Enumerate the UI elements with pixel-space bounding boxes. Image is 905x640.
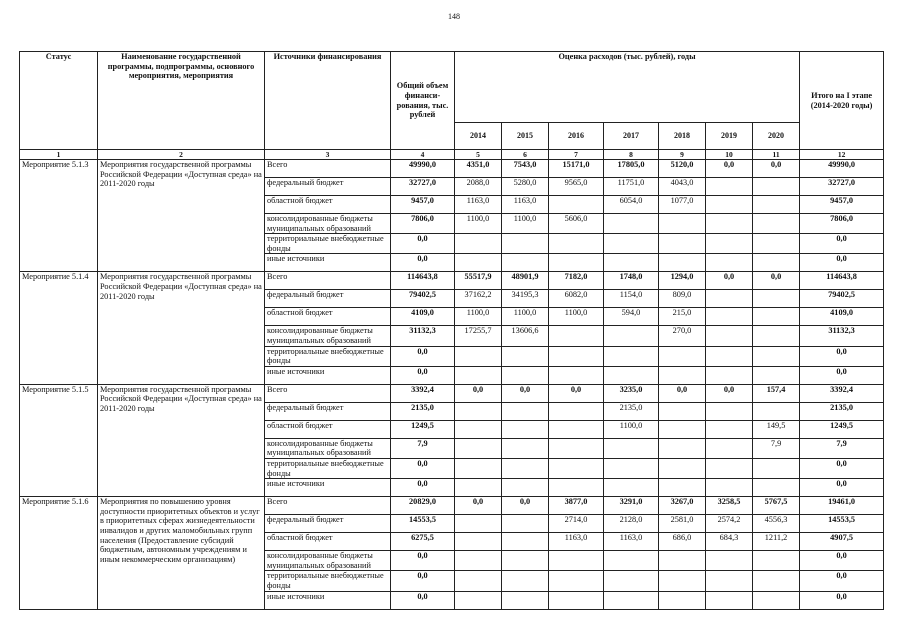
cell-itogo: 0,0 [800, 254, 884, 272]
cell-y2016 [549, 420, 604, 438]
cell-y2014 [455, 571, 502, 591]
cell-itogo: 3392,4 [800, 384, 884, 402]
cell-itogo: 4109,0 [800, 308, 884, 326]
cell-itogo: 0,0 [800, 571, 884, 591]
cell-y2019 [706, 308, 753, 326]
cell-y2016: 9565,0 [549, 178, 604, 196]
cell-y2020 [753, 196, 800, 214]
cell-itogo: 31132,3 [800, 326, 884, 346]
cell-y2016 [549, 326, 604, 346]
cell-total: 49990,0 [391, 160, 455, 178]
cell-y2016 [549, 591, 604, 609]
cell-y2017 [604, 254, 659, 272]
cell-y2018 [659, 366, 706, 384]
cell-y2017 [604, 214, 659, 234]
cell-y2015 [502, 366, 549, 384]
cell-total: 79402,5 [391, 290, 455, 308]
funding-source: федеральный бюджет [265, 290, 391, 308]
header-source: Источники финансирования [265, 52, 391, 150]
cell-y2020: 7,9 [753, 438, 800, 458]
cell-y2019: 3258,5 [706, 497, 753, 515]
cell-y2018 [659, 402, 706, 420]
cell-y2016: 6082,0 [549, 290, 604, 308]
cell-y2016 [549, 571, 604, 591]
funding-source: территориальные внебюджетные фонды [265, 234, 391, 254]
cell-y2014 [455, 402, 502, 420]
cell-y2020 [753, 326, 800, 346]
cell-y2016: 2714,0 [549, 515, 604, 533]
cell-y2014: 1163,0 [455, 196, 502, 214]
funding-source: областной бюджет [265, 308, 391, 326]
funding-source: территориальные внебюджетные фонды [265, 458, 391, 478]
cell-y2019 [706, 214, 753, 234]
cell-y2020 [753, 402, 800, 420]
cell-total: 0,0 [391, 254, 455, 272]
cell-y2016: 15171,0 [549, 160, 604, 178]
cell-y2014 [455, 591, 502, 609]
cell-y2018: 686,0 [659, 533, 706, 551]
cell-y2019 [706, 178, 753, 196]
cell-y2015 [502, 402, 549, 420]
column-number-cell: 4 [391, 150, 455, 160]
column-number-cell: 6 [502, 150, 549, 160]
cell-y2017: 2128,0 [604, 515, 659, 533]
funding-source: иные источники [265, 479, 391, 497]
header-year-2014: 2014 [455, 123, 502, 150]
cell-y2015: 48901,9 [502, 272, 549, 290]
cell-y2019 [706, 290, 753, 308]
cell-y2018 [659, 571, 706, 591]
cell-total: 3392,4 [391, 384, 455, 402]
funding-source: территориальные внебюджетные фонды [265, 571, 391, 591]
cell-y2020 [753, 214, 800, 234]
cell-y2015 [502, 515, 549, 533]
cell-y2020: 1211,2 [753, 533, 800, 551]
activity-status: Мероприятие 5.1.4 [20, 272, 98, 384]
cell-itogo: 0,0 [800, 591, 884, 609]
cell-y2017: 594,0 [604, 308, 659, 326]
cell-y2014: 2088,0 [455, 178, 502, 196]
cell-y2014: 37162,2 [455, 290, 502, 308]
cell-y2015 [502, 533, 549, 551]
cell-y2019 [706, 438, 753, 458]
cell-y2014: 4351,0 [455, 160, 502, 178]
cell-itogo: 14553,5 [800, 515, 884, 533]
cell-y2014 [455, 366, 502, 384]
cell-total: 7806,0 [391, 214, 455, 234]
funding-source: Всего [265, 160, 391, 178]
cell-y2017: 11751,0 [604, 178, 659, 196]
cell-y2020: 5767,5 [753, 497, 800, 515]
column-number-cell: 11 [753, 150, 800, 160]
cell-y2015 [502, 479, 549, 497]
header-total: Общий объем финанси-рования, тыс. рублей [391, 52, 455, 150]
cell-y2018: 4043,0 [659, 178, 706, 196]
header-year-2020: 2020 [753, 123, 800, 150]
cell-y2020 [753, 178, 800, 196]
cell-y2017: 6054,0 [604, 196, 659, 214]
cell-total: 6275,5 [391, 533, 455, 551]
cell-total: 32727,0 [391, 178, 455, 196]
cell-y2016: 5606,0 [549, 214, 604, 234]
cell-y2015 [502, 346, 549, 366]
cell-y2015 [502, 551, 549, 571]
header-status: Статус [20, 52, 98, 150]
cell-total: 4109,0 [391, 308, 455, 326]
cell-y2020 [753, 551, 800, 571]
funding-source: федеральный бюджет [265, 402, 391, 420]
cell-y2016 [549, 196, 604, 214]
column-number-cell: 9 [659, 150, 706, 160]
cell-y2014 [455, 234, 502, 254]
cell-y2015 [502, 458, 549, 478]
cell-itogo: 0,0 [800, 234, 884, 254]
cell-y2020: 0,0 [753, 160, 800, 178]
table-row [20, 384, 884, 402]
cell-y2020 [753, 234, 800, 254]
cell-y2019 [706, 254, 753, 272]
column-numbers-row [20, 150, 884, 160]
cell-y2017 [604, 326, 659, 346]
cell-y2015 [502, 438, 549, 458]
cell-y2015 [502, 254, 549, 272]
cell-total: 114643,8 [391, 272, 455, 290]
cell-y2018 [659, 254, 706, 272]
cell-y2016 [549, 402, 604, 420]
column-number-cell: 7 [549, 150, 604, 160]
cell-y2018 [659, 214, 706, 234]
cell-y2015 [502, 591, 549, 609]
cell-y2017 [604, 571, 659, 591]
cell-y2017 [604, 458, 659, 478]
cell-y2019 [706, 591, 753, 609]
header-year-2015: 2015 [502, 123, 549, 150]
activity-name: Мероприятия государственной программы Российской Федерации «Доступная среда» на 2011-2020 годы [98, 272, 265, 384]
cell-itogo: 1249,5 [800, 420, 884, 438]
budget-table [19, 51, 884, 610]
cell-y2019: 0,0 [706, 160, 753, 178]
cell-y2016 [549, 366, 604, 384]
cell-total: 0,0 [391, 479, 455, 497]
cell-y2019: 0,0 [706, 384, 753, 402]
cell-y2016: 0,0 [549, 384, 604, 402]
cell-y2020: 0,0 [753, 272, 800, 290]
cell-total: 0,0 [391, 366, 455, 384]
page-number: 148 [448, 12, 460, 21]
cell-y2014 [455, 515, 502, 533]
cell-y2016: 3877,0 [549, 497, 604, 515]
cell-y2018 [659, 420, 706, 438]
cell-y2015: 0,0 [502, 497, 549, 515]
cell-y2015: 7543,0 [502, 160, 549, 178]
cell-y2018: 5120,0 [659, 160, 706, 178]
cell-y2014 [455, 479, 502, 497]
cell-y2014: 0,0 [455, 384, 502, 402]
cell-y2014: 17255,7 [455, 326, 502, 346]
cell-y2015 [502, 234, 549, 254]
cell-y2018 [659, 458, 706, 478]
cell-total: 0,0 [391, 591, 455, 609]
cell-y2018: 270,0 [659, 326, 706, 346]
cell-y2018: 0,0 [659, 384, 706, 402]
cell-y2018: 1077,0 [659, 196, 706, 214]
column-number-cell: 2 [98, 150, 265, 160]
cell-total: 0,0 [391, 234, 455, 254]
cell-y2019 [706, 234, 753, 254]
cell-y2020 [753, 591, 800, 609]
cell-y2014 [455, 346, 502, 366]
activity-status: Мероприятие 5.1.6 [20, 497, 98, 609]
funding-source: иные источники [265, 254, 391, 272]
cell-y2016: 7182,0 [549, 272, 604, 290]
header-name: Наименование государственной программы, подпрограммы, основного мероприятия, мероприятия [98, 52, 265, 150]
cell-y2020 [753, 254, 800, 272]
funding-source: консолидированные бюджеты муниципальных образований [265, 438, 391, 458]
cell-itogo: 0,0 [800, 458, 884, 478]
cell-y2018 [659, 551, 706, 571]
cell-y2014: 55517,9 [455, 272, 502, 290]
cell-total: 0,0 [391, 458, 455, 478]
activity-name: Мероприятия государственной программы Российской Федерации «Доступная среда» на 2011-2020 годы [98, 384, 265, 496]
cell-y2020: 149,5 [753, 420, 800, 438]
cell-y2020 [753, 458, 800, 478]
cell-y2016 [549, 458, 604, 478]
table-row [20, 497, 884, 515]
cell-y2016 [549, 234, 604, 254]
funding-source: консолидированные бюджеты муниципальных образований [265, 214, 391, 234]
cell-total: 0,0 [391, 551, 455, 571]
funding-source: Всего [265, 272, 391, 290]
cell-total: 7,9 [391, 438, 455, 458]
cell-y2014: 0,0 [455, 497, 502, 515]
table-row [20, 272, 884, 290]
cell-y2014 [455, 533, 502, 551]
cell-y2018: 809,0 [659, 290, 706, 308]
cell-y2016 [549, 254, 604, 272]
cell-y2017 [604, 551, 659, 571]
cell-y2017 [604, 479, 659, 497]
cell-y2018: 3267,0 [659, 497, 706, 515]
cell-y2016 [549, 346, 604, 366]
cell-total: 31132,3 [391, 326, 455, 346]
cell-y2015 [502, 571, 549, 591]
cell-y2020: 157,4 [753, 384, 800, 402]
cell-y2019 [706, 420, 753, 438]
cell-itogo: 2135,0 [800, 402, 884, 420]
cell-y2017: 1100,0 [604, 420, 659, 438]
table-header [20, 52, 884, 160]
cell-y2019: 0,0 [706, 272, 753, 290]
activity-status: Мероприятие 5.1.3 [20, 160, 98, 272]
cell-y2015 [502, 420, 549, 438]
cell-total: 9457,0 [391, 196, 455, 214]
cell-y2017: 17805,0 [604, 160, 659, 178]
cell-y2017: 3291,0 [604, 497, 659, 515]
cell-y2019 [706, 326, 753, 346]
activity-name: Мероприятия государственной программы Российской Федерации «Доступная среда» на 2011-2020 годы [98, 160, 265, 272]
cell-y2014 [455, 551, 502, 571]
cell-y2014: 1100,0 [455, 214, 502, 234]
cell-itogo: 79402,5 [800, 290, 884, 308]
column-number-cell: 5 [455, 150, 502, 160]
cell-y2020 [753, 366, 800, 384]
cell-y2019: 2574,2 [706, 515, 753, 533]
funding-source: областной бюджет [265, 196, 391, 214]
header-estimate: Оценка расходов (тыс. рублей), годы [455, 52, 800, 123]
cell-y2017 [604, 438, 659, 458]
cell-y2014: 1100,0 [455, 308, 502, 326]
cell-y2019 [706, 366, 753, 384]
cell-itogo: 19461,0 [800, 497, 884, 515]
funding-source: областной бюджет [265, 533, 391, 551]
cell-y2015: 5280,0 [502, 178, 549, 196]
header-year-2019: 2019 [706, 123, 753, 150]
cell-itogo: 0,0 [800, 346, 884, 366]
cell-y2020 [753, 346, 800, 366]
cell-total: 20829,0 [391, 497, 455, 515]
cell-total: 1249,5 [391, 420, 455, 438]
cell-y2017 [604, 346, 659, 366]
column-number-cell: 1 [20, 150, 98, 160]
funding-source: иные источники [265, 591, 391, 609]
cell-y2020 [753, 290, 800, 308]
cell-y2014 [455, 458, 502, 478]
cell-total: 2135,0 [391, 402, 455, 420]
funding-source: Всего [265, 384, 391, 402]
cell-total: 0,0 [391, 571, 455, 591]
cell-y2020 [753, 571, 800, 591]
cell-itogo: 0,0 [800, 551, 884, 571]
cell-total: 14553,5 [391, 515, 455, 533]
cell-y2014 [455, 254, 502, 272]
cell-y2017 [604, 591, 659, 609]
cell-y2016 [549, 438, 604, 458]
cell-itogo: 49990,0 [800, 160, 884, 178]
cell-y2014 [455, 420, 502, 438]
cell-y2019: 684,3 [706, 533, 753, 551]
cell-y2017: 3235,0 [604, 384, 659, 402]
cell-y2018 [659, 479, 706, 497]
column-number-cell: 10 [706, 150, 753, 160]
activity-name: Мероприятия по повышению уровня доступности приоритетных объектов и услуг в приоритетных сферах жизнедеятельности инвалидов и других маломобильных групп населения (Предоставление субсидий бюджетным, автономным учреждениям и иным некоммерческим организациям) [98, 497, 265, 609]
cell-y2018: 1294,0 [659, 272, 706, 290]
header-itogo: Итого на I этапе (2014-2020 годы) [800, 52, 884, 150]
header-year-2017: 2017 [604, 123, 659, 150]
cell-y2016 [549, 479, 604, 497]
cell-y2015: 0,0 [502, 384, 549, 402]
funding-source: территориальные внебюджетные фонды [265, 346, 391, 366]
cell-itogo: 32727,0 [800, 178, 884, 196]
cell-y2018: 2581,0 [659, 515, 706, 533]
cell-y2017: 2135,0 [604, 402, 659, 420]
column-number-cell: 12 [800, 150, 884, 160]
funding-source: областной бюджет [265, 420, 391, 438]
cell-itogo: 4907,5 [800, 533, 884, 551]
header-year-2016: 2016 [549, 123, 604, 150]
cell-y2020: 4556,3 [753, 515, 800, 533]
cell-y2017: 1154,0 [604, 290, 659, 308]
table-row [20, 160, 884, 178]
cell-y2014 [455, 438, 502, 458]
cell-y2019 [706, 196, 753, 214]
cell-y2019 [706, 479, 753, 497]
column-number-cell: 8 [604, 150, 659, 160]
cell-y2016: 1100,0 [549, 308, 604, 326]
cell-itogo: 0,0 [800, 479, 884, 497]
cell-y2017 [604, 234, 659, 254]
cell-y2019 [706, 458, 753, 478]
cell-y2015: 1100,0 [502, 214, 549, 234]
cell-y2017: 1163,0 [604, 533, 659, 551]
cell-itogo: 7,9 [800, 438, 884, 458]
funding-source: иные источники [265, 366, 391, 384]
funding-source: федеральный бюджет [265, 515, 391, 533]
funding-source: Всего [265, 497, 391, 515]
cell-y2018 [659, 234, 706, 254]
cell-y2015: 1100,0 [502, 308, 549, 326]
table-body [20, 160, 884, 610]
column-number-cell: 3 [265, 150, 391, 160]
cell-itogo: 0,0 [800, 366, 884, 384]
cell-y2015: 13606,6 [502, 326, 549, 346]
cell-y2018: 215,0 [659, 308, 706, 326]
cell-y2019 [706, 571, 753, 591]
cell-y2018 [659, 438, 706, 458]
header-year-2018: 2018 [659, 123, 706, 150]
cell-y2018 [659, 346, 706, 366]
cell-itogo: 114643,8 [800, 272, 884, 290]
activity-status: Мероприятие 5.1.5 [20, 384, 98, 496]
cell-y2019 [706, 346, 753, 366]
cell-y2018 [659, 591, 706, 609]
cell-y2016 [549, 551, 604, 571]
funding-source: консолидированные бюджеты муниципальных образований [265, 551, 391, 571]
cell-itogo: 9457,0 [800, 196, 884, 214]
cell-itogo: 7806,0 [800, 214, 884, 234]
cell-y2017 [604, 366, 659, 384]
cell-total: 0,0 [391, 346, 455, 366]
cell-y2016: 1163,0 [549, 533, 604, 551]
cell-y2019 [706, 402, 753, 420]
cell-y2020 [753, 479, 800, 497]
cell-y2020 [753, 308, 800, 326]
cell-y2019 [706, 551, 753, 571]
cell-y2015: 1163,0 [502, 196, 549, 214]
funding-source: консолидированные бюджеты муниципальных образований [265, 326, 391, 346]
cell-y2017: 1748,0 [604, 272, 659, 290]
cell-y2015: 34195,3 [502, 290, 549, 308]
funding-source: федеральный бюджет [265, 178, 391, 196]
